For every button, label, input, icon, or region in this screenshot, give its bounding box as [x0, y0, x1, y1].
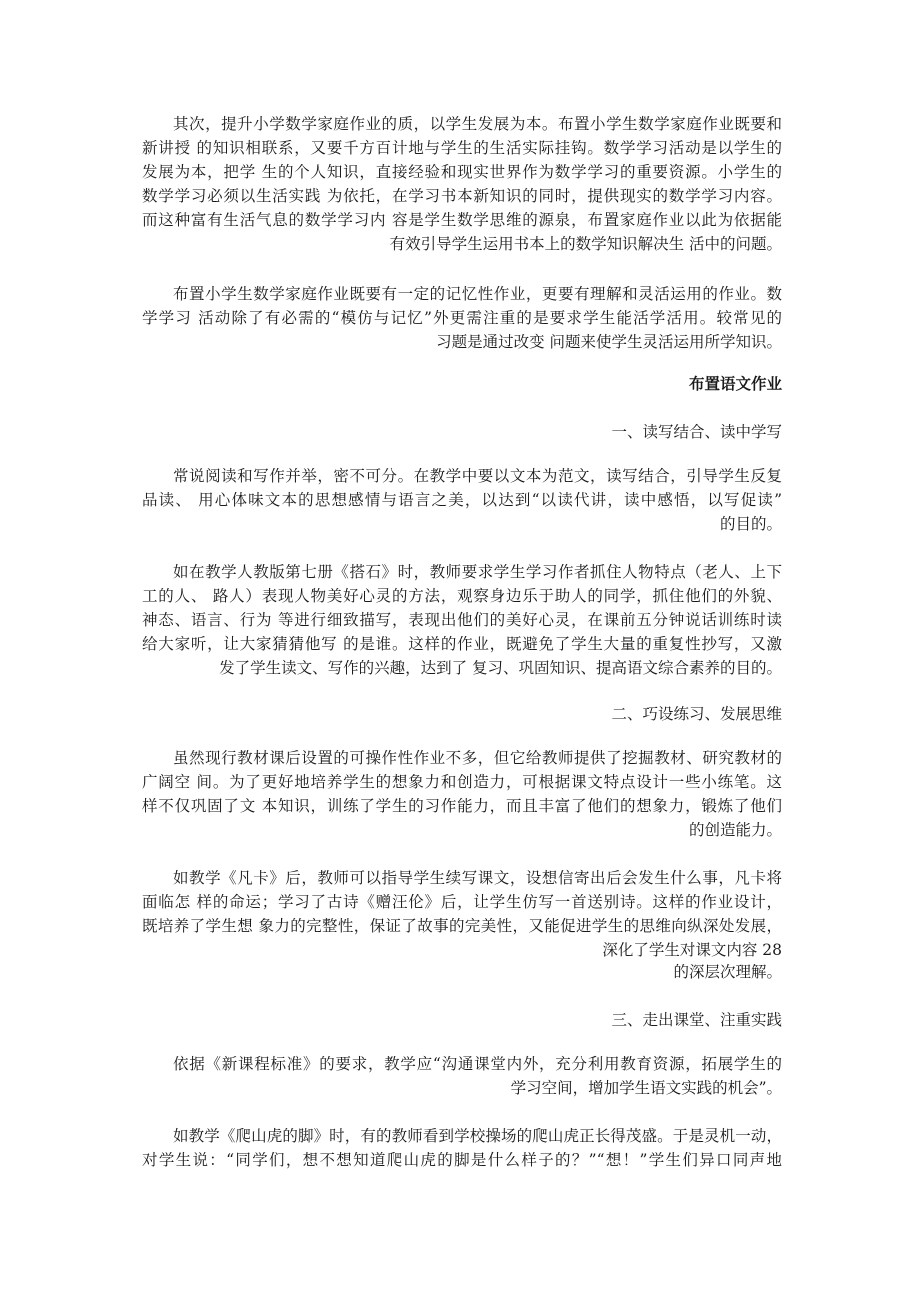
text-line: 神态、语言、行为 等进行细致描写，表现出他们的美好心灵，在课前五分钟说话训练时读 — [142, 611, 782, 629]
text-line: 习题是通过改变 问题来使学生灵活运用所学知识。 — [436, 333, 782, 351]
text-line: 工的人、 路人）表现人物美好心灵的方法，观察身边乐于助人的同学，抓住他们的外貌、 — [142, 587, 782, 605]
subsection-heading: 三、走出课堂、注重实践 — [611, 1011, 782, 1029]
text-line: 广阔空 间。为了更好地培养学生的想象力和创造力，可根据课文特点设计一些小练笔。这 — [142, 773, 782, 791]
text-line: 有效引导学生运用书本上的数学知识解决生 活中的问题。 — [389, 235, 782, 253]
text-line: 既培养了学生想 象力的完整性，保证了故事的完美性，又能促进学生的思维向纵深处发展， — [142, 917, 782, 935]
subsection-heading: 一、读写结合、读中学写 — [611, 423, 782, 441]
text-line: 数学学习必须以生活实践 为依托，在学习书本新知识的同时，提供现实的数学学习内容。 — [142, 187, 782, 205]
text-line: 布置小学生数学家庭作业既要有一定的记忆性作业，更要有理解和灵活运用的作业。数 — [173, 285, 782, 303]
text-line: 的深层次理解。 — [673, 963, 782, 981]
text-line: 虽然现行教材课后设置的可操作性作业不多，但它给教师提供了挖掘教材、研究教材的 — [173, 749, 782, 767]
text-line: 发展为本，把学 生的个人知识，直接经验和现实世界作为数学学习的重要资源。小学生的 — [142, 163, 782, 181]
text-line: 给大家听，让大家猜猜他写 的是谁。这样的作业，既避免了学生大量的重复性抄写，又激 — [142, 635, 782, 653]
text-line: 而这种富有生活气息的数学学习内 容是学生数学思维的源泉，布置家庭作业以此为依据能 — [142, 211, 782, 229]
text-line: 如在教学人教版第七册《搭石》时，教师要求学生学习作者抓住人物特点（老人、上下 — [173, 563, 782, 581]
text-line: 面临怎 样的命运；学习了古诗《赠汪伦》后，让学生仿写一首送别诗。这样的作业设计， — [142, 893, 782, 911]
text-line: 学习空间，增加学生语文实践的机会”。 — [510, 1079, 782, 1097]
text-line: 常说阅读和写作并举，密不可分。在教学中要以文本为范文，读写结合，引导学生反复 — [173, 467, 782, 485]
text-line: 如教学《凡卡》后，教师可以指导学生续写课文，设想信寄出后会发生什么事，凡卡将 — [173, 869, 782, 887]
text-line: 对学生说：“同学们，想不想知道爬山虎的脚是什么样子的？”“想！”学生们异口同声地 — [142, 1151, 782, 1169]
section-heading: 布置语文作业 — [688, 375, 782, 393]
text-line: 依据《新课程标准》的要求，教学应“沟通课堂内外，充分利用教育资源，拓展学生的 — [173, 1055, 782, 1073]
text-line: 深化了学生对课文内容 28 — [602, 941, 782, 959]
text-line: 发了学生读文、写作的兴趣，达到了 复习、巩固知识、提高语文综合素养的目的。 — [219, 659, 782, 677]
subsection-heading: 二、巧设练习、发展思维 — [611, 705, 782, 723]
text-line: 的目的。 — [719, 515, 782, 533]
text-line: 如教学《爬山虎的脚》时，有的教师看到学校操场的爬山虎正长得茂盛。于是灵机一动， — [173, 1127, 782, 1145]
text-line: 品读、 用心体味文本的思想感情与语言之美，以达到“以读代讲，读中感悟，以写促读” — [142, 491, 782, 509]
text-line: 的创造能力。 — [688, 821, 782, 839]
text-line: 样不仅巩固了文 本知识，训练了学生的习作能力，而且丰富了他们的想象力，锻炼了他们 — [142, 797, 782, 815]
text-line: 学学习 活动除了有必需的“模仿与记忆”外更需注重的是要求学生能活学活用。较常见的 — [142, 309, 782, 327]
text-line: 新讲授 的知识相联系，又要千方百计地与学生的生活实际挂钩。数学学习活动是以学生的 — [142, 139, 782, 157]
text-line: 其次，提升小学数学家庭作业的质，以学生发展为本。布置小学生数学家庭作业既要和 — [173, 115, 782, 133]
